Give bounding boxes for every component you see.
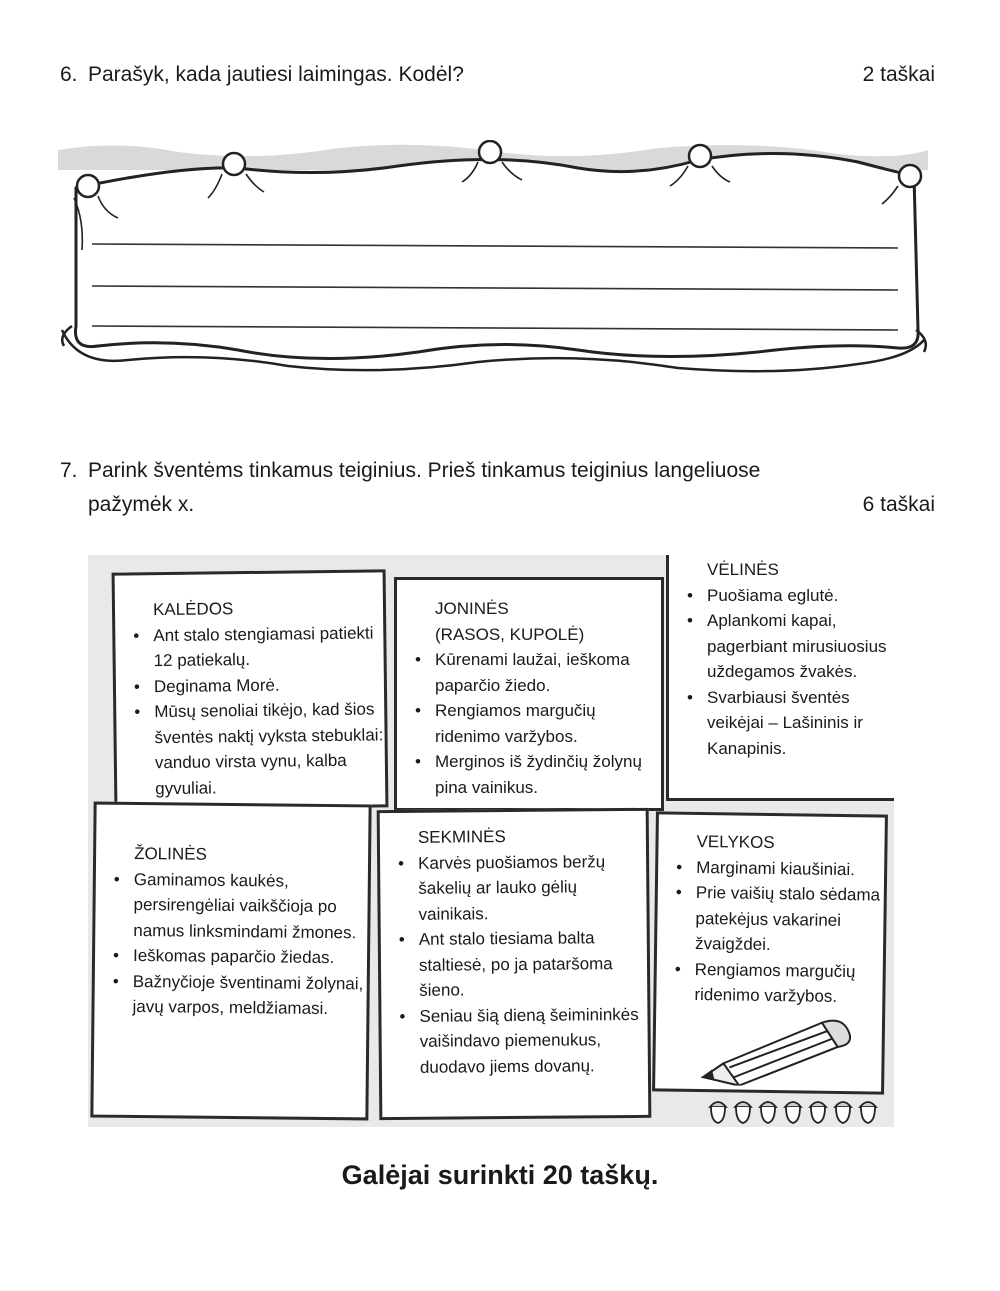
card-velykos-title: VELYKOS (696, 831, 775, 853)
card-kaledos-item[interactable]: • Deginama Morė. (116, 671, 384, 700)
card-kaledos-item[interactable]: • Mūsų senoliai tikėjo, kad šios šventės naktį vyksta stebuklai: vanduo virsta vynu, kalba gyvuliai. (116, 696, 385, 801)
card-sekmines-title: SEKMINĖS (417, 827, 506, 847)
card-jonines-list (397, 647, 661, 800)
card-velines (666, 555, 894, 801)
card-zolines-item[interactable]: • Ieškomas paparčio žiedas. (95, 943, 367, 971)
card-velykos-item[interactable]: • Rengiamos margučių ridenimo varžybos. (656, 956, 883, 1010)
card-zolines (90, 802, 371, 1121)
total-points-note: Galėjai surinkti 20 taškų. (341, 1160, 659, 1190)
card-kaledos-item[interactable]: • Ant stalo stengiamasi patiekti 12 patiekalų. (115, 620, 384, 674)
card-velykos (652, 811, 888, 1094)
acorn-icon (704, 1095, 884, 1125)
card-jonines-title: JONINĖS (435, 599, 509, 618)
card-jonines (394, 577, 664, 811)
card-kaledos (112, 569, 389, 810)
card-jonines-item[interactable]: • Merginos iš žydinčių žolynų pina vainikus. (397, 749, 661, 800)
holidays-panel (88, 555, 894, 1127)
answer-scroll (58, 140, 928, 375)
card-velykos-item[interactable]: • Prie vaišių stalo sėdama patekėjus vakarinei žvaigždei. (657, 879, 884, 959)
card-velines-item[interactable]: • Aplankomi kapai, pagerbiant mirusiuosius uždegamos žvakės. (669, 608, 894, 685)
card-jonines-item[interactable]: • Kūrenami laužai, ieškoma paparčio žiedo. (397, 647, 661, 698)
card-sekmines-item[interactable]: • Karvės puošiamos beržų šakelių ar lauko gėlių vainikais. (380, 848, 647, 927)
card-velines-title: VĖLINĖS (707, 560, 779, 579)
card-kaledos-list (115, 620, 385, 802)
question-6-text: Parašyk, kada jautiesi laimingas. Kodėl? (88, 63, 464, 86)
question-6-number: 6. (60, 63, 78, 86)
question-7-text-line2: pažymėk x. (88, 493, 195, 516)
card-sekmines-list (380, 848, 648, 1080)
card-zolines-title: ŽOLINĖS (134, 843, 207, 864)
card-kaledos-title: KALĖDOS (152, 599, 234, 620)
card-sekmines-item[interactable]: • Ant stalo tiesiama balta staltiesė, po ja pataršoma šieno. (381, 925, 648, 1004)
pencil-icon (693, 1015, 854, 1087)
card-sekmines-item[interactable]: • Seniau šią dieną šeimininkės vaišindavo piemenukus, duodavo jiems dovanų. (381, 1001, 648, 1080)
card-jonines-item[interactable]: • Rengiamos margučių ridenimo varžybos. (397, 698, 661, 749)
card-jonines-subtitle: (RASOS, KUPOLĖ) (435, 624, 585, 644)
question-6-points: 2 taškai (862, 63, 935, 86)
card-zolines-list (94, 866, 368, 1022)
question-7-points: 6 taškai (862, 493, 935, 516)
card-velines-item[interactable]: • Svarbiausi šventės veikėjai – Lašininis ir Kanapinis. (669, 685, 894, 762)
card-zolines-item[interactable]: • Gaminamos kaukės, persirengėliai vaikščioja po namus linksmindami žmones. (95, 866, 368, 945)
question-7-text-line1: Parink šventėms tinkamus teiginius. Prieš tinkamus teiginius langeliuose (88, 459, 761, 482)
question-7-number: 7. (60, 459, 78, 482)
card-velykos-item[interactable]: • Marginami kiaušiniai. (658, 854, 884, 883)
card-velykos-list (656, 854, 884, 1010)
card-zolines-item[interactable]: • Bažnyčioje šventinami žolynai, javų varpos, meldžiamasi. (94, 968, 367, 1022)
card-velines-list (669, 583, 894, 762)
card-velines-item[interactable]: • Puošiama eglutė. (669, 583, 894, 609)
card-sekmines (377, 808, 652, 1120)
